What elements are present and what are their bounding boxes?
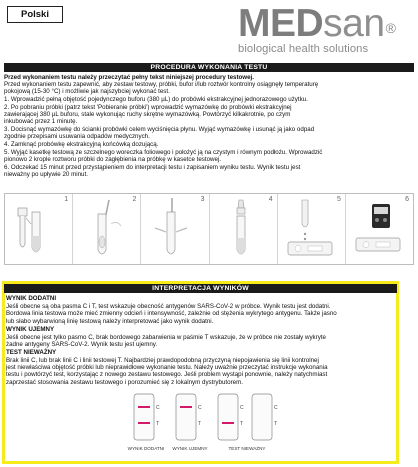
positive-heading: WYNIK DODATNI — [6, 295, 57, 302]
procedure-step-line: inkubować przez 1 minutę. — [4, 118, 78, 125]
strip-letter-t: T — [240, 421, 244, 427]
step-figure-4 — [210, 194, 278, 264]
procedure-step-line: pionowo 2 krople roztworu próbki do zagłębienia na próbkę w kasetce testowej. — [4, 156, 222, 163]
strip-letter-c: C — [198, 405, 202, 411]
dropper-cap-icon — [210, 194, 278, 264]
positive-text-line: lub słabo wybarwioną linię testową należy interpretować jako wynik dodatni. — [6, 318, 214, 325]
procedure-step-line: 1. Wprowadzić pełną objętość pojedynczego buforu (380 µL) do probówki ekstrakcyjnej jednorazowego użytku. — [4, 96, 308, 103]
procedure-step-line: 5. Wyjąć kasetkę testową ze szczelnego woreczka foliowego i położyć ją na czystym i równym podłożu. Wprowadzić — [4, 149, 323, 156]
positive-text-line: Bordowa linia testowa może mieć zmienny odcień i intensywność, zależnie od stężenia wykrytego antygenu. Także jasno — [6, 310, 337, 317]
invalid-text-line: Brak linii C, lub brak linii C i linii testowej T. Najbardziej prawdopodobną przyczyną niepojawienia się linii kontrolnej — [6, 357, 319, 364]
logo-secondary-text: san — [323, 2, 385, 45]
step-number: 6 — [405, 196, 410, 203]
invalid-text-line: zaprzestać stosowania zestawu testowego i porozumieć się z lokalnym dystrybutorem. — [6, 379, 243, 386]
procedure-step-line: 6. Odczekać 15 minut przed przystąpieniem do interpretacji testu i zapisaniem wyniku testu. Wynik testu jest — [4, 164, 301, 171]
strip-label-invalid: TEST NIEWAŻNY — [228, 446, 266, 451]
invalid-heading: TEST NIEWAŻNY — [6, 349, 57, 356]
step-number: 1 — [64, 196, 69, 203]
result-strips-illustration — [132, 392, 300, 444]
invalid-text-line: jest niewłaściwa objętość próbki lub nieprawidłowe wykonanie testu. Należy uważnie przeczytać instrukcje wykonania — [6, 364, 328, 371]
step-number: 5 — [336, 196, 341, 203]
swab-in-tube-icon — [73, 194, 141, 264]
procedure-step-line: 4. Zamknąć probówkę ekstrakcyjną końcówką dozującą. — [4, 141, 159, 148]
step-figure-6 — [346, 194, 413, 264]
strip-letter-c: C — [156, 405, 160, 411]
registered-mark: ® — [385, 20, 396, 36]
logo-tagline: biological health solutions — [238, 43, 369, 55]
invalid-strip-empty — [252, 394, 278, 440]
strip-letter-t: T — [156, 421, 160, 427]
procedure-title: PROCEDURA WYKONANIA TESTU — [4, 63, 414, 72]
step-number: 4 — [268, 196, 273, 203]
invalid-text-line: testu i powtórzyć test, korzystając z nowego zestawu testowego. Jeśli problem wystąpi ponownie, należy natychmiast — [6, 371, 328, 378]
step-number: 3 — [200, 196, 205, 203]
step-number: 2 — [132, 196, 137, 203]
step-figure-2 — [73, 194, 141, 264]
procedure-step-line: nieważny po upływie 20 minut. — [4, 171, 88, 178]
squeeze-tube-icon — [141, 194, 209, 264]
procedure-intro-bold: Przed wykonaniem testu należy przeczytać pełny tekst niniejszej procedury testowej. — [4, 74, 254, 81]
language-label: Polski — [7, 6, 63, 23]
strip-label-positive: WYNIK DODATNI — [127, 446, 165, 451]
step-figure-3 — [141, 194, 209, 264]
procedure-step-line: zgodnie przepisami usuwania odpadów medycznych. — [4, 133, 150, 140]
positive-strip — [134, 394, 160, 440]
add-drops-cassette-icon — [278, 194, 346, 264]
positive-text-line: Jeśli obecne są oba pasma C i T, test wskazuje obecność antygenów SARS-CoV-2 w próbce. Wynik testu jest dodatni. — [6, 303, 331, 310]
interpretation-title: INTERPRETACJA WYNIKÓW — [4, 284, 397, 293]
negative-strip — [176, 394, 202, 440]
procedure-figure-panel — [4, 193, 414, 265]
procedure-intro-line: Przed wykonaniem testu zapewnić, aby zestaw testowy, próbki, bufor i/lub roztwór kontrolny osiągnęły temperaturę — [4, 81, 319, 88]
medsan-logo — [238, 2, 416, 62]
negative-heading: WYNIK UJEMNY — [6, 326, 55, 333]
buffer-tube-icon — [5, 194, 73, 264]
invalid-strip — [218, 394, 244, 440]
logo-primary-text: MED — [238, 2, 324, 45]
strip-letter-c: C — [240, 405, 244, 411]
negative-text-line: Jeśli obecne jest tylko pasmo C, brak bordowego zabarwienia w paśmie T wskazuje, że w próbce nie zostały wykryte — [6, 334, 326, 341]
procedure-step-line: 2. Po pobraniu próbki (patrz tekst 'Pobieranie próbki') wprowadzić wymazówkę do probówki ekstrakcyjnej — [4, 104, 292, 111]
procedure-step-line: 3. Docisnąć wymazówkę do ścianki probówki celem wyciśnięcia płynu. Wyjąć wymazówkę i usunąć ją jako odpad — [4, 126, 315, 133]
strip-letter-c: C — [274, 405, 278, 411]
procedure-step-line: zawierającej 380 µL buforu, stale wykonując ruchy skrętne wymazówką. Powtórzyć kilkakrotnie, po czym — [4, 111, 291, 118]
procedure-intro-line: pokojową (15-30 °C) i możliwie jak najszybciej wykonać test. — [4, 88, 170, 95]
strip-letter-t: T — [274, 421, 278, 427]
timer-cassette-icon — [346, 194, 414, 264]
step-figure-1 — [5, 194, 73, 264]
strip-letter-t: T — [198, 421, 202, 427]
step-figure-5 — [278, 194, 346, 264]
strip-label-negative: WYNIK UJEMNY — [172, 446, 208, 451]
negative-text-line: żadne antygeny SARS-CoV-2. Wynik testu jest ujemny. — [6, 341, 158, 348]
